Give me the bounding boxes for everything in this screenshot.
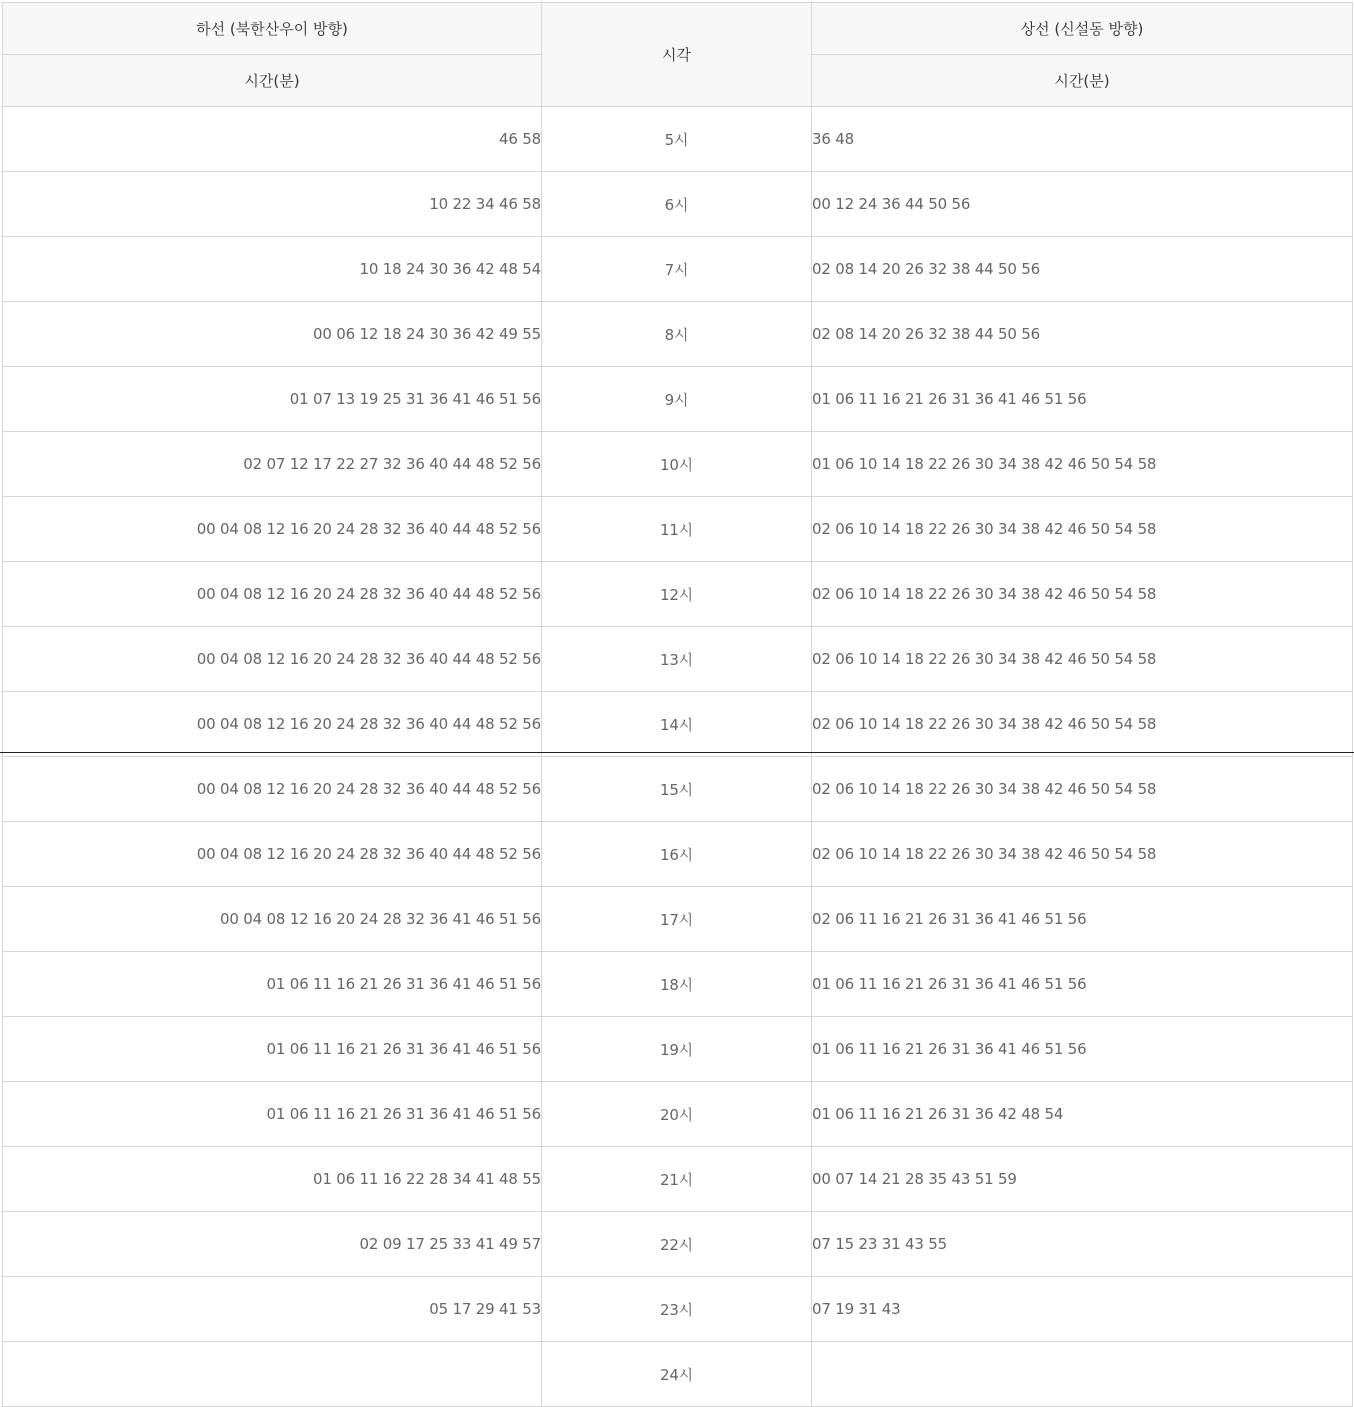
down-minutes-cell: 00 06 12 18 24 30 36 42 49 55 [3,302,542,367]
hour-cell: 9시 [542,367,812,432]
hour-cell: 13시 [542,627,812,692]
down-minutes-cell: 00 04 08 12 16 20 24 28 32 36 41 46 51 56 [3,887,542,952]
table-row [3,302,1353,367]
down-minutes-cell: 01 06 11 16 21 26 31 36 41 46 51 56 [3,1082,542,1147]
timetable-body [3,107,1353,1407]
down-minutes-cell: 01 06 11 16 22 28 34 41 48 55 [3,1147,542,1212]
up-minutes-cell: 02 08 14 20 26 32 38 44 50 56 [812,302,1353,367]
timetable-header [3,3,1353,107]
down-minutes-header: 시간(분) [3,55,542,107]
up-minutes-cell: 02 06 11 16 21 26 31 36 41 46 51 56 [812,887,1353,952]
down-minutes-cell: 10 22 34 46 58 [3,172,542,237]
hour-cell: 15시 [542,757,812,822]
up-minutes-cell [812,1342,1353,1407]
hour-cell: 20시 [542,1082,812,1147]
hour-cell: 12시 [542,562,812,627]
table-row [3,822,1353,887]
up-minutes-cell: 01 06 11 16 21 26 31 36 41 46 51 56 [812,367,1353,432]
down-minutes-cell: 10 18 24 30 36 42 48 54 [3,237,542,302]
down-minutes-cell: 02 09 17 25 33 41 49 57 [3,1212,542,1277]
up-minutes-cell: 02 06 10 14 18 22 26 30 34 38 42 46 50 54 58 [812,562,1353,627]
down-minutes-cell: 00 04 08 12 16 20 24 28 32 36 40 44 48 52 56 [3,497,542,562]
up-minutes-cell: 02 06 10 14 18 22 26 30 34 38 42 46 50 54 58 [812,822,1353,887]
up-minutes-cell: 01 06 11 16 21 26 31 36 41 46 51 56 [812,1017,1353,1082]
hour-cell: 24시 [542,1342,812,1407]
section-divider [0,752,1354,753]
hour-cell: 10시 [542,432,812,497]
up-minutes-cell: 02 06 10 14 18 22 26 30 34 38 42 46 50 54 58 [812,627,1353,692]
table-row [3,1277,1353,1342]
hour-cell: 18시 [542,952,812,1017]
table-row [3,692,1353,757]
down-minutes-cell: 01 06 11 16 21 26 31 36 41 46 51 56 [3,952,542,1017]
table-row [3,562,1353,627]
table-row [3,1082,1353,1147]
hour-cell: 17시 [542,887,812,952]
up-minutes-cell: 02 06 10 14 18 22 26 30 34 38 42 46 50 54 58 [812,692,1353,757]
subway-timetable [2,2,1353,1407]
hour-cell: 16시 [542,822,812,887]
up-minutes-cell: 01 06 11 16 21 26 31 36 41 46 51 56 [812,952,1353,1017]
hour-cell: 23시 [542,1277,812,1342]
table-row [3,887,1353,952]
up-minutes-cell: 36 48 [812,107,1353,172]
down-minutes-cell: 00 04 08 12 16 20 24 28 32 36 40 44 48 52 56 [3,627,542,692]
table-row [3,237,1353,302]
hour-cell: 22시 [542,1212,812,1277]
table-row [3,432,1353,497]
table-row [3,1147,1353,1212]
up-minutes-cell: 01 06 10 14 18 22 26 30 34 38 42 46 50 54 58 [812,432,1353,497]
up-minutes-cell: 00 07 14 21 28 35 43 51 59 [812,1147,1353,1212]
down-minutes-cell: 00 04 08 12 16 20 24 28 32 36 40 44 48 52 56 [3,757,542,822]
up-minutes-cell: 02 08 14 20 26 32 38 44 50 56 [812,237,1353,302]
time-header: 시각 [542,3,812,107]
hour-cell: 8시 [542,302,812,367]
up-minutes-cell: 01 06 11 16 21 26 31 36 42 48 54 [812,1082,1353,1147]
down-minutes-cell: 01 07 13 19 25 31 36 41 46 51 56 [3,367,542,432]
up-direction-header: 상선 (신설동 방향) [812,3,1353,55]
table-row [3,1212,1353,1277]
down-minutes-cell: 01 06 11 16 21 26 31 36 41 46 51 56 [3,1017,542,1082]
hour-cell: 11시 [542,497,812,562]
table-row [3,757,1353,822]
table-row [3,107,1353,172]
table-row [3,627,1353,692]
up-minutes-cell: 02 06 10 14 18 22 26 30 34 38 42 46 50 54 58 [812,497,1353,562]
down-minutes-cell: 00 04 08 12 16 20 24 28 32 36 40 44 48 52 56 [3,692,542,757]
hour-cell: 6시 [542,172,812,237]
hour-cell: 7시 [542,237,812,302]
table-row [3,497,1353,562]
down-minutes-cell: 00 04 08 12 16 20 24 28 32 36 40 44 48 52 56 [3,562,542,627]
down-direction-header: 하선 (북한산우이 방향) [3,3,542,55]
down-minutes-cell [3,1342,542,1407]
down-minutes-cell: 46 58 [3,107,542,172]
hour-cell: 19시 [542,1017,812,1082]
table-row [3,1017,1353,1082]
table-row [3,172,1353,237]
up-minutes-cell: 00 12 24 36 44 50 56 [812,172,1353,237]
hour-cell: 5시 [542,107,812,172]
up-minutes-cell: 07 15 23 31 43 55 [812,1212,1353,1277]
up-minutes-cell: 02 06 10 14 18 22 26 30 34 38 42 46 50 54 58 [812,757,1353,822]
up-minutes-header: 시간(분) [812,55,1353,107]
down-minutes-cell: 02 07 12 17 22 27 32 36 40 44 48 52 56 [3,432,542,497]
hour-cell: 21시 [542,1147,812,1212]
hour-cell: 14시 [542,692,812,757]
table-row [3,1342,1353,1407]
up-minutes-cell: 07 19 31 43 [812,1277,1353,1342]
table-row [3,952,1353,1017]
down-minutes-cell: 00 04 08 12 16 20 24 28 32 36 40 44 48 52 56 [3,822,542,887]
down-minutes-cell: 05 17 29 41 53 [3,1277,542,1342]
table-row [3,367,1353,432]
